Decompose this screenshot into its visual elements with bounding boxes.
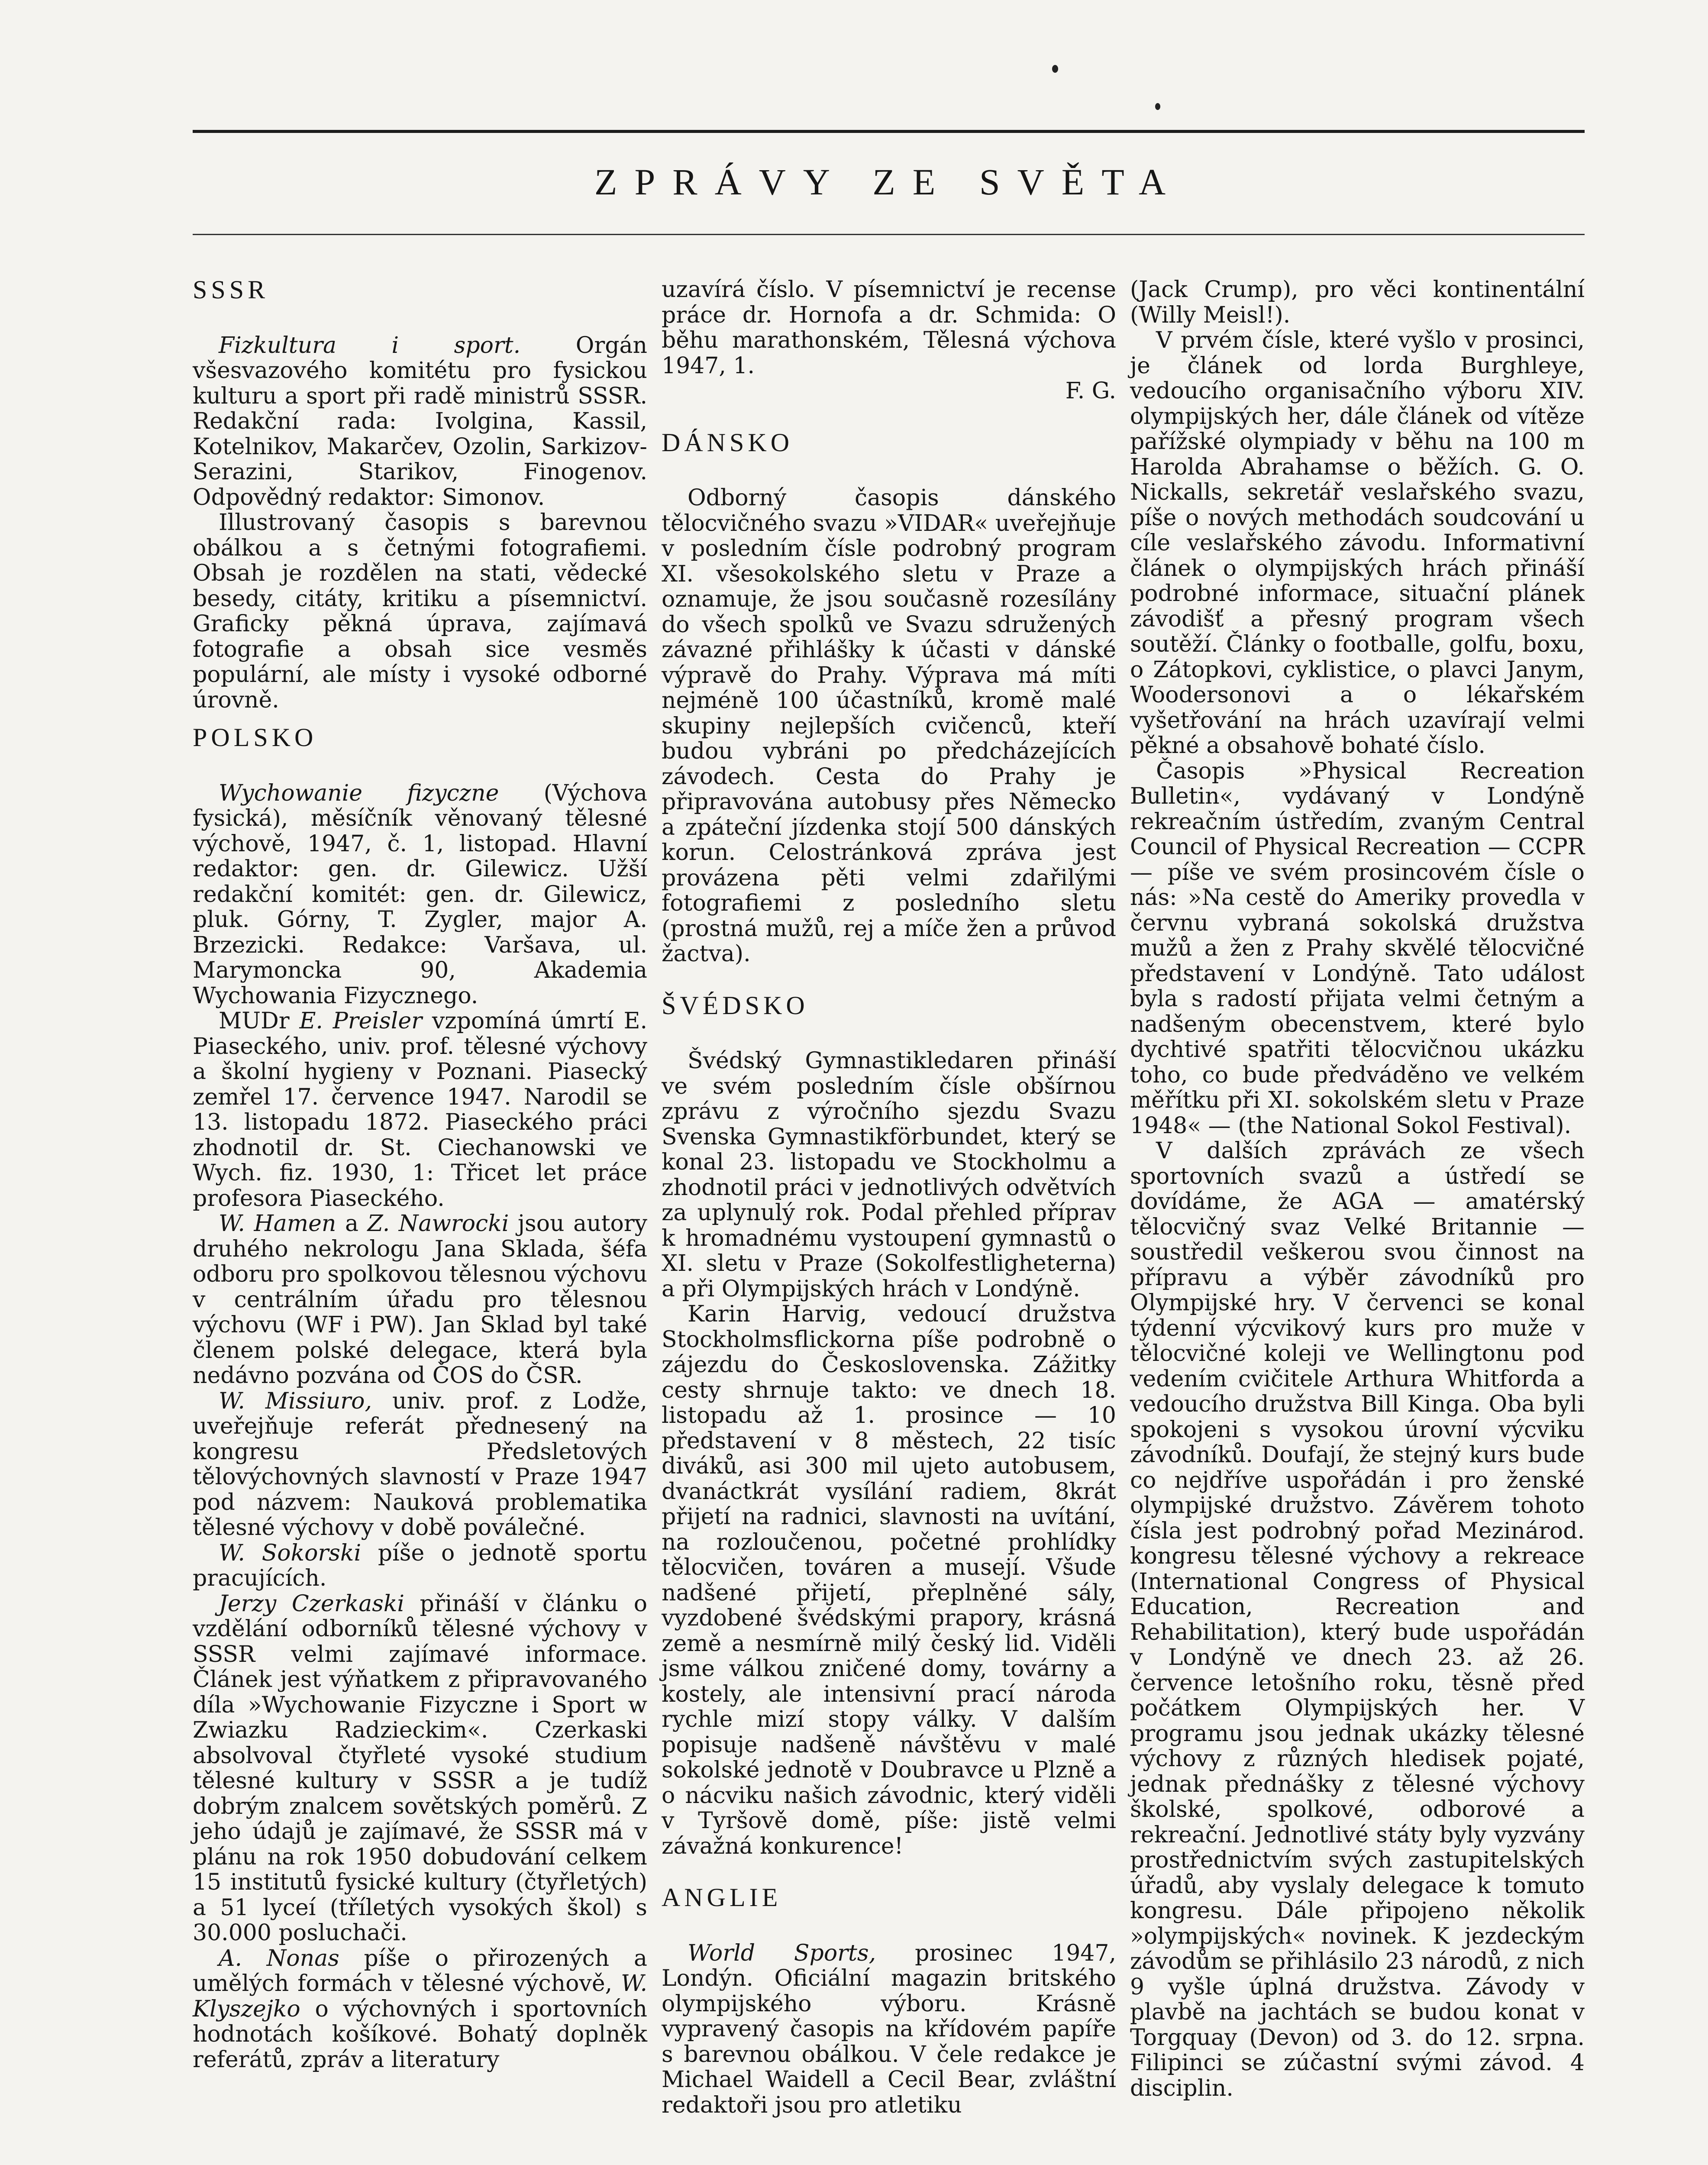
paragraph: Odborný časopis dánského tělocvičného svazu »VIDAR« uveřejňuje v posledním čísle podrobný program XI. všesokolského sletu v Praze a oznamuje, že jsou současně rozesílány do všech spolků ve Svazu sdružených závazné přihlášky k účasti v dánské výpravě do Prahy. Výprava má míti nejméně 100 účastníků, kromě malé skupiny nejlepších cvičenců, kteří budou vybráni po předcházejících závodech. Cesta do Prahy je připravována autobusy přes Německo a zpáteční jízdenka stojí 500 dánských korun. Celostránková zpráva jest provázena pěti velmi zdařilými fotografiemi z posledního sletu (prostná mužů, rej a míče žen a průvod žactva).	[662, 485, 1116, 967]
signature-line	[662, 378, 1116, 404]
paragraph: Fizkultura i sport. Orgán všesvazového komitétu pro fysickou kulturu a sport při radě ministrů SSSR. Redakční rada: Ivolgina, Kassil, Kotelnikov, Makarčev, Ozolin, Sarkizov-Serazini, Starikov, Finogenov. Odpovědný redaktor: Simonov.	[193, 332, 647, 511]
paragraph: W. Missiuro, univ. prof. z Lodže, uveřejňuje referát přednesený na kongresu Předsletových tělovýchovných slavností v Praze 1947 pod názvem: Nauková problematika tělesné výchovy v době poválečné.	[193, 1388, 648, 1541]
section-heading-dansko: DÁNSKO	[662, 428, 794, 457]
title-rule	[193, 234, 1585, 235]
paragraph: Jerzy Czerkaski přináší v článku o vzdělání odborníků tělesné výchovy v SSSR velmi zajímavé informace. Článek jest výňatkem z připravovaného díla »Wychowanie Fizyczne i Sport w Zwiazku Radzieckim«. Czerkaski absolvoval čtyřleté vysoké studium tělesné kultury v SSSR a je tudíž dobrým znalcem sovětských poměrů. Z jeho údajů je zajímavé, že SSSR má v plánu na rok 1950 dobudování celkem 15 institutů fysické kultury (čtyřletých) a 51 lyceí (tříletých vysokých škol) s 30.000 posluchači.	[193, 1590, 648, 1946]
section-heading-anglie: ANGLIE	[662, 1883, 782, 1912]
ink-speck	[1052, 65, 1058, 73]
author-initials: F. G.	[1065, 378, 1116, 404]
column-3	[1130, 277, 1585, 2101]
paragraph: Časopis »Physical Recreation Bulletin«, vydávaný v Londýně rekreačním ústředím, zvaným Central Council of Physical Recreation — CCPR — píše ve svém prosincovém čísle o nás: »Na cestě do Ameriky provedla v červnu vybraná sokolská družstva mužů a žen z Prahy skvělé tělocvičné představení v Londýně. Tato událost byla s radostí přijata velmi četným a nadšeným obecenstvem, které bylo dychtivé spatřiti tělocvičnou ukázku toho, co bude předváděno ve velkém měřítku při XI. sokolském sletu v Praze 1948« — (the National Sokol Festival).	[1130, 758, 1585, 1139]
section-heading-polsko: POLSKO	[193, 723, 317, 752]
paragraph: A. Nonas píše o přirozených a umělých formách v tělesné výchově, W. Klyszejko o výchovných i sportovních hodnotách košíkové. Bohatý doplněk referátů, zpráv a literatury	[193, 1945, 647, 2073]
paragraph: Illustrovaný časopis s barevnou obálkou a s četnými fotografiemi. Obsah je rozdělen na stati, vědecké besedy, citáty, kritiku a písemnictví. Graficky pěkná úprava, zajímavá fotografie a obsah sice vesměs populární, ale místy i vysoké odborné úrovně.	[193, 510, 647, 713]
section-heading-sssr: SSSR	[193, 275, 269, 304]
paragraph: W. Hamen a Z. Nawrocki jsou autory druhého nekrologu Jana Sklada, šéfa odboru pro spolkovou tělesnou výchovu v centrálním úřadu pro tělesnou výchovu (WF i PW). Jan Sklad byl také členem polské delegace, která byla nedávno pozvána od ČOS do ČSR.	[193, 1211, 648, 1389]
paragraph: W. Sokorski píše o jednotě sportu pracujících.	[193, 1540, 647, 1591]
paragraph: Wychowanie fizyczne (Výchova fysická), měsíčník věnovaný tělesné výchově, 1947, č. 1, listopad. Hlavní redaktor: gen. dr. Gilewicz. Užší redakční komitét: gen. dr. Gilewicz, pluk. Górny, T. Zygler, major A. Brzezicki. Redakce: Varšava, ul. Marymoncka 90, Akademia Wychowania Fizycznego.	[193, 780, 648, 1009]
magazine-title: Fizkultura i sport.	[219, 332, 521, 359]
paragraph: Karin Harvig, vedoucí družstva Stockholmsflickorna píše podrobně o zájezdu do Československa. Zážitky cesty shrnuje takto: ve dnech 18. listopadu až 1. prosince — 10 představení v 8 městech, 22 tisíc diváků, asi 300 mil ujeto autobusem, dvanáctkrát vysílání radiem, 8krát přijetí na radnici, slavnosti na uvítání, na rozloučenou, početné prohlídky tělocvičen, továren a musejí. Všude nadšené přijetí, přeplněné sály, vyzdobené švédskými prapory, krásná země a nesmírně milý český lid. Viděli jsme válkou zničené domy, továrny a kostely, ale intensivní prací národa rychle mizí stopy války. V dalším popisuje nadšeně návštěvu v malé sokolské jednotě v Doubravce u Plzně a o nácviku našich závodnic, který viděli v Tyršově domě, píše: jistě velmi závažná konkurence!	[662, 1301, 1116, 1859]
paragraph: uzavírá číslo. V písemnictví je recense práce dr. Hornofa a dr. Schmida: O běhu marathonském, Tělesná výchova 1947, 1.	[662, 277, 1116, 379]
page-title: ZPRÁVY ZE SVĚTA	[594, 161, 1183, 203]
paragraph: V prvém čísle, které vyšlo v prosinci, je článek od lorda Burghleye, vedoucího organisačního výboru XIV. olympijských her, dále článek od vítěze pařížské olympiady v běhu na 100 m Harolda Abrahamse o běžích. G. O. Nickalls, sekretář veslařského svazu, píše o nových methodách soudcování u cíle veslařského závodu. Informativní článek o olympijských hrách přináší podrobné informace, situační plánek závodišť a přesný program všech soutěží. Články o footballe, golfu, boxu, o Zátopkovi, cyklistice, o plavci Janym, Woodersonovi a o lékařském vyšetřování na hrách uzavírají velmi pěkné a obsahově bohaté číslo.	[1130, 327, 1585, 759]
top-rule	[193, 130, 1585, 133]
ink-speck	[1155, 103, 1160, 110]
column-1	[193, 277, 647, 2072]
paragraph: (Jack Crump), pro věci kontinentální (Willy Meisl!).	[1130, 277, 1585, 328]
paragraph: MUDr E. Preisler vzpomíná úmrtí E. Piaseckého, univ. prof. tělesné výchovy a školní hygieny v Poznani. Piasecký zemřel 17. července 1947. Narodil se 13. listopadu 1872. Piaseckého práci zhodnotil dr. St. Ciechanowski ve Wych. fiz. 1930, 1: Třicet let práce profesora Piaseckého.	[193, 1008, 647, 1212]
section-heading-svedsko: ŠVÉDSKO	[662, 991, 809, 1020]
paragraph: World Sports, prosinec 1947, Londýn. Oficiální magazin britského olympijského výboru. Krásně vypravený časopis na křídovém papíře s barevnou obálkou. V čele redakce je Michael Waidell a Cecil Bear, zvláštní redaktoři jsou pro atletiku	[662, 1940, 1117, 2118]
paragraph: V dalších zprávách ze všech sportovních svazů a ústředí se dovídáme, že AGA — amatérský tělocvičný svaz Velké Britannie — soustředil veškerou svou činnost na přípravu a výběr závodníků pro Olympijské hry. V červenci se konal týdenní výcvikový kurs pro muže v tělocvičné koleji ve Wellingtonu pod vedením cvičitele Arthura Whitforda a vedoucího družstva Bill Kinga. Oba byli spokojeni s vysokou úrovní výcviku závodníků. Doufají, že stejný kurs bude co nejdříve uspořádán i pro ženské olympijské družstvo. Závěrem tohoto čísla jest podrobný pořad Mezinárod. kongresu tělesné výchovy a rekreace (International Congress of Physical Education, Recreation and Rehabilitation), který bude uspořádán v Londýně ve dnech 23. až 26. července letošního roku, těsně před počátkem Olympijských her. V programu jsou jednak ukázky tělesné výchovy z různých hledisek pojaté, jednak přednášky z tělesné výchovy školské, spolkové, odborové a rekreační. Jednotlivé státy byly vyzvány prostřednictvím svých zastupitelských úřadů, aby vyslaly delegace k tomuto kongresu. Dále připojeno několik »olympijských« novinek. K jezdeckým závodům se přihlásilo 23 národů, z nich 9 vyšle úplná družstva. Závody v plavbě na jachtách se budou konat v Torgquay (Devon) od 3. do 12. srpna. Filipinci se zúčastní svými závod. 4 disciplin.	[1130, 1138, 1585, 2101]
paragraph: Švédský Gymnastikledaren přináší ve svém posledním čísle obšírnou zprávu z výročního sjezdu Svazu Svenska Gymnastikförbundet, který se konal 23. listopadu ve Stockholmu a zhodnotil práci v jednotlivých odvětvích za uplynulý rok. Podal přehled příprav k hromadnému vystoupení gymnastů o XI. sletu v Praze (Sokolfestligheterna) a při Olympijských hrách v Londýně.	[662, 1048, 1116, 1302]
column-2	[662, 277, 1116, 2118]
magazine-title: Wychowanie fizyczne	[219, 780, 499, 806]
